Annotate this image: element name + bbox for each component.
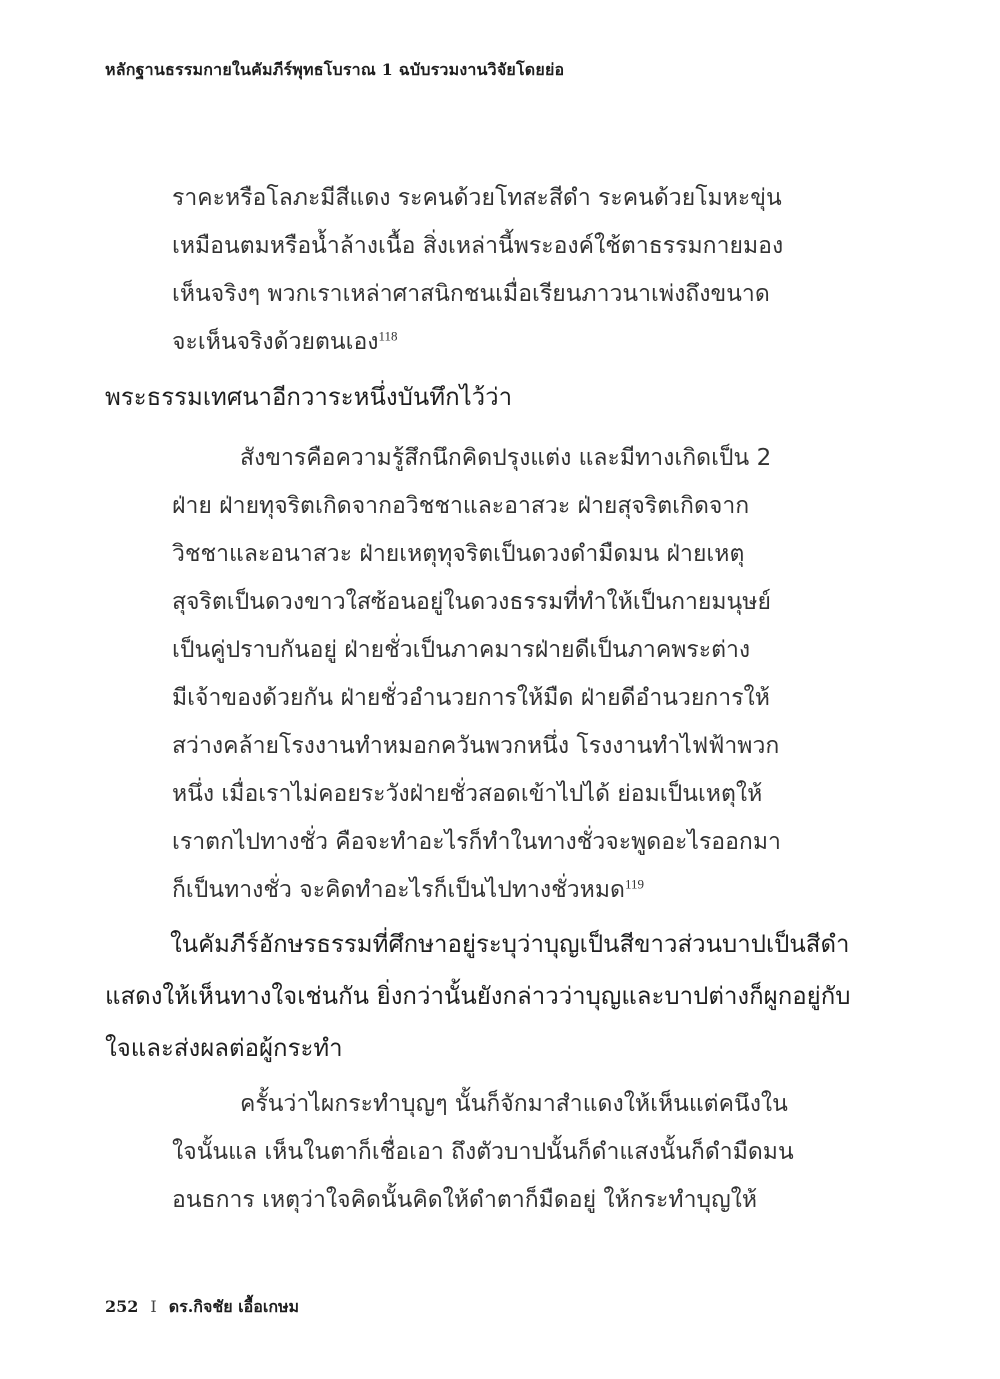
- footnote-marker: 119: [624, 876, 644, 892]
- quote-line: สว่างคล้ายโรงงานทำหมอกควันพวกหนึ่ง โรงงานทำไฟฟ้าพวก: [172, 733, 780, 759]
- quote-line: มีเจ้าของด้วยกัน ฝ่ายชั่วอำนวยการให้มืด ฝ่ายดีอำนวยการให้: [172, 685, 770, 711]
- quote-line: ฝ่าย ฝ่ายทุจริตเกิดจากอวิชชาและอาสวะ ฝ่ายสุจริตเกิดจาก: [172, 493, 750, 519]
- quote-block-1: [172, 174, 783, 366]
- quote-line-text: ก็เป็นทางชั่ว จะคิดทำอะไรก็เป็นไปทางชั่วหมด: [172, 877, 625, 903]
- quote-line: ราคะหรือโลภะมีสีแดง ระคนด้วยโทสะสีดำ ระคนด้วยโมหะขุ่น: [172, 185, 782, 211]
- page-number: 252: [105, 1297, 139, 1316]
- running-header: หลักฐานธรรมกายในคัมภีร์พุทธโบราณ 1 ฉบับรวมงานวิจัยโดยย่อ: [105, 60, 565, 79]
- footer-separator: I: [150, 1297, 157, 1316]
- author-name: ดร.กิจชัย เอื้อเกษม: [168, 1297, 300, 1316]
- quote-block-3: [172, 1080, 794, 1224]
- paragraph-line: ใจและส่งผลต่อผู้กระทำ: [105, 1034, 343, 1062]
- paragraph-line: แสดงให้เห็นทางใจเช่นกัน ยิ่งกว่านั้นยังกล่าวว่าบุญและบาปต่างก็ผูกอยู่กับ: [105, 982, 851, 1010]
- quote-line: สังขารคือความรู้สึกนึกคิดปรุงแต่ง และมีทางเกิดเป็น 2: [240, 445, 772, 471]
- quote-line: เหมือนตมหรือน้ำล้างเนื้อ สิ่งเหล่านี้พระองค์ใช้ตาธรรมกายมอง: [172, 233, 784, 259]
- quote-line: วิชชาและอนาสวะ ฝ่ายเหตุทุจริตเป็นดวงดำมืดมน ฝ่ายเหตุ: [172, 541, 745, 567]
- quote-line: เห็นจริงๆ พวกเราเหล่าศาสนิกชนเมื่อเรียนภาวนาเพ่งถึงขนาด: [172, 281, 770, 307]
- quote-line-last: [172, 318, 783, 366]
- quote-line-text: จะเห็นจริงด้วยตนเอง: [172, 329, 379, 355]
- body-paragraph: [105, 918, 851, 1074]
- quote-line: เราตกไปทางชั่ว คือจะทำอะไรก็ทำในทางชั่วจะพูดอะไรออกมา: [172, 829, 781, 855]
- page-footer: [105, 1295, 299, 1320]
- quote-line: อนธการ เหตุว่าใจคิดนั้นคิดให้ดำตาก็มืดอยู่ ให้กระทำบุญให้: [172, 1187, 758, 1213]
- paragraph-line: ในคัมภีร์อักษรธรรมที่ศึกษาอยู่ระบุว่าบุญเป็นสีขาวส่วนบาปเป็นสีดำ: [170, 930, 850, 958]
- quote-line: ครั้นว่าไผกระทำบุญๆ นั้นก็จักมาสำแดงให้เห็นแต่คนึงใน: [240, 1091, 788, 1117]
- quote-line: ใจนั้นแล เห็นในตาก็เชื่อเอา ถึงตัวบาปนั้นก็ดำแสงนั้นก็ดำมืดมน: [172, 1139, 794, 1165]
- footnote-marker: 118: [378, 328, 398, 344]
- intro-paragraph: [105, 371, 512, 423]
- quote-line: สุจริตเป็นดวงขาวใสซ้อนอยู่ในดวงธรรมที่ทำให้เป็นกายมนุษย์: [172, 589, 771, 615]
- quote-line: หนึ่ง เมื่อเราไม่คอยระวังฝ่ายชั่วสอดเข้าไปได้ ย่อมเป็นเหตุให้: [172, 781, 763, 807]
- quote-line-last: [172, 866, 781, 914]
- quote-line: เป็นคู่ปราบกันอยู่ ฝ่ายชั่วเป็นภาคมารฝ่ายดีเป็นภาคพระต่าง: [172, 637, 751, 663]
- quote-block-2: [172, 434, 781, 914]
- paragraph-line: พระธรรมเทศนาอีกวาระหนึ่งบันทึกไว้ว่า: [105, 383, 513, 411]
